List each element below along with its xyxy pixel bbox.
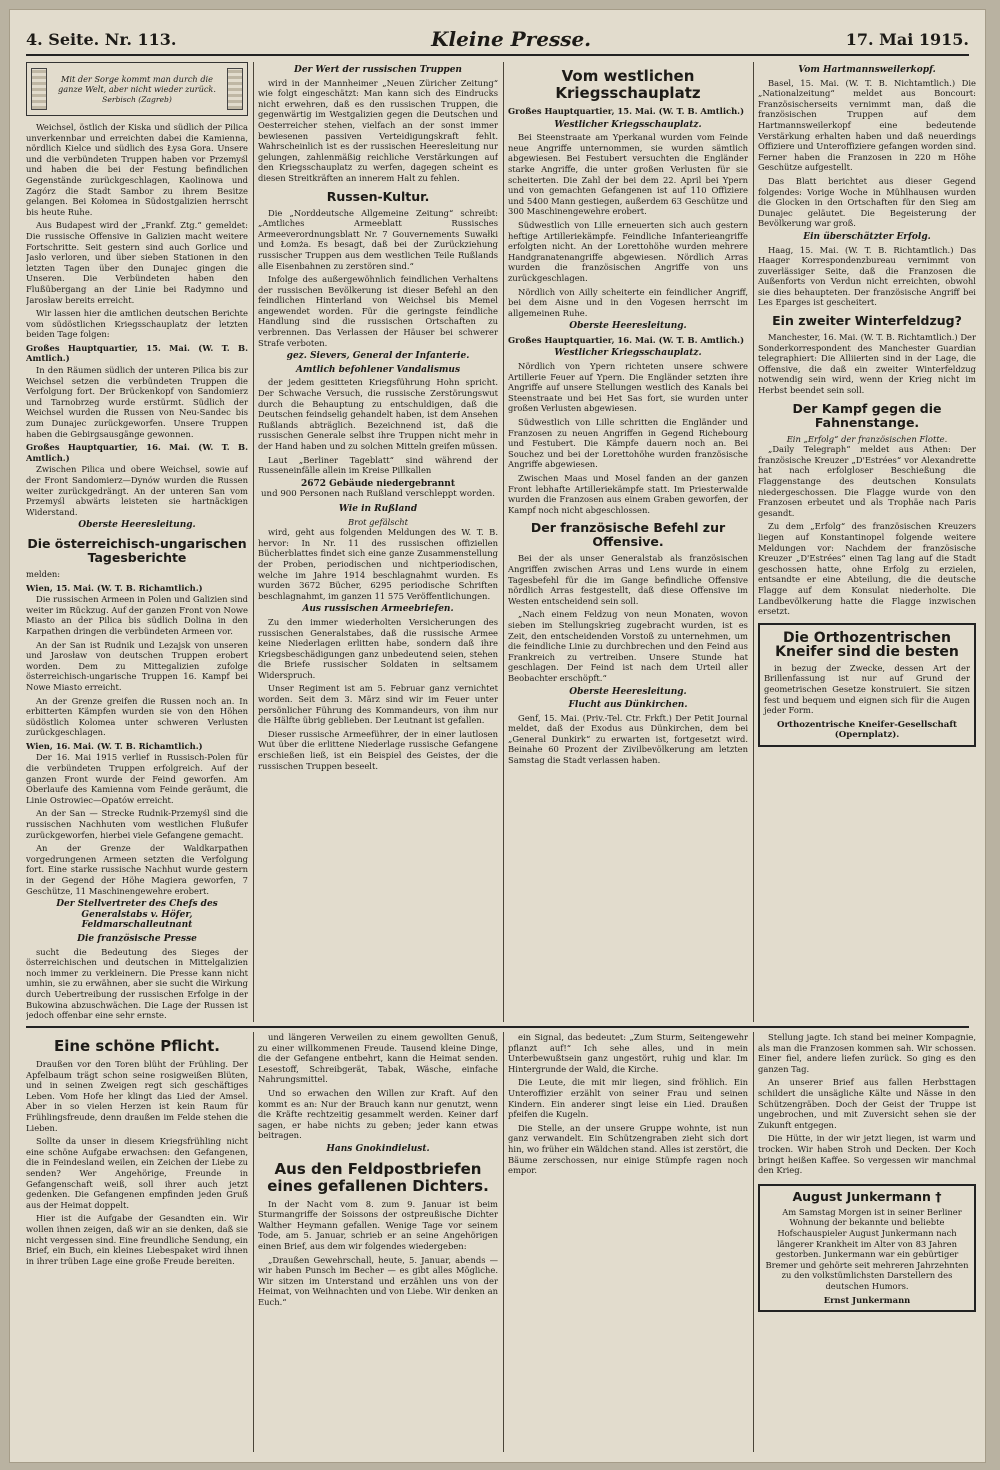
article-paragraph: Der 16. Mai 1915 verlief in Russisch-Polen für die verbündeten Truppen erfolgreich. Auf der ganzen Front wurde der Feind geworfen. Am Oberlaufe des Kamienna vom Feinde geräumt, die Linie Ostrowiec—Opatów erreicht. bbox=[26, 752, 248, 805]
article-paragraph: Unser Regiment ist am 5. Februar ganz vernichtet worden. Seit dem 3. März sind wir im Feuer unter persönlicher Führung des Kommandeurs, von ihm nur die Hälfte übrig geblieben. Der Leutnant ist gefallen. bbox=[258, 683, 498, 726]
article-paragraph: Nördlich von Ailly scheiterte ein feindlicher Angriff, bei dem Aisne und in den Vogesen herrscht im allgemeinen Ruhe. bbox=[508, 286, 748, 318]
newspaper-title: Kleine Presse. bbox=[431, 27, 592, 51]
section-divider bbox=[26, 1026, 969, 1028]
article-headline: Der Kampf gegen die Fahnenstange. bbox=[792, 400, 942, 430]
article-paragraph: Zwischen Pilica und obere Weichsel, sowie auf der Front Sandomierz—Dynów wurden die Russen weiter zurückgedrängt. An der unteren San vom Przemyśl abwärts leisteten sie hartnäckigen Widerstand. bbox=[26, 464, 248, 517]
signature: Oberste Heeresleitung. bbox=[569, 321, 687, 332]
section-subheading: Amtlich befohlener Vandalismus bbox=[295, 364, 461, 375]
column-2 bbox=[258, 62, 498, 1022]
article-paragraph: An der San — Strecke Rudnik-Przemyśl sind die russischen Nachhuten vom westlichen Flußufer zurückgeworfen, hierbei viele Gefangene gemacht. bbox=[26, 808, 248, 840]
obituary-title: August Junkermann † bbox=[792, 1188, 942, 1204]
article-paragraph: „Daily Telegraph“ meldet aus Athen: Der französische Kreuzer „D'Estrées“ vor Alexandrette hat nach erfolgloser Beschießung die Flaggenstange des deutschen Konsulats niedergeschossen. Die Flagge wurde von den Franzosen erbeutet und als Trophäe nach Paris gesandt. bbox=[758, 444, 976, 518]
dateline: Wien, 16. Mai. (W. T. B. Richamtlich.) bbox=[26, 740, 203, 751]
article-paragraph: Die Leute, die mit mir liegen, sind fröhlich. Ein Unteroffizier erzählt von seiner Frau und seinen Kindern. Ein anderer singt leise ein Lied. Draußen pfeifen die Kugeln. bbox=[508, 1077, 748, 1120]
article-paragraph: Infolge des außergewöhnlich feindlichen Verhaltens der russischen Bevölkerung ist dieser Befehl an den feindlichen Hinterland von Weichsel bis Memel angewendet worden. Für die geringste feindliche Handlung sind die russischen Ortschaften zu verbrennen. Das Verlassen der Häuser bei schwerer Strafe verboten. bbox=[258, 274, 498, 348]
article-paragraph: Die „Norddeutsche Allgemeine Zeitung“ schreibt: „Amtliches Armeeblatt Russisches Armeeverordnungsblatt Nr. 7 Gouvernements Suwałki und Łomża. Es besagt, daß bei der Zurückziehung russischer Truppen aus dem westlichen Teile Rußlands alle Eisenbahnen zu zerstören sind.“ bbox=[258, 207, 498, 271]
article-paragraph: ein Signal, das bedeutet: „Zum Sturm, Seitengewehr pflanzt auf!“ Ich sehe alles, und in mein Unterbewußtsein ganz ungestört, ruhig und klar. Im Hintergrunde der Wald, die Kirche. bbox=[508, 1032, 748, 1074]
section-subheading: Ein überschätzter Erfolg. bbox=[803, 231, 931, 242]
section-subheading: Vom Hartmannsweilerkopf. bbox=[798, 65, 936, 75]
article-paragraph: Manchester, 16. Mai. (W. T. B. Richtamtlich.) Der Sonderkorrespondent des Manchester Guardian telegraphiert: Die Alliierten sind in der Lage, die Offensive, die daß ein zweiter Winterfeldzug notwendig sein wird, wenn der Krieg nicht im Herbst beendet sein soll. bbox=[758, 332, 976, 396]
article-headline: Die österreichisch-ungarischen Tagesberichte bbox=[27, 535, 247, 565]
column-3 bbox=[508, 62, 748, 1022]
article-headline: Ein zweiter Winterfeldzug? bbox=[772, 313, 962, 329]
advertisement bbox=[758, 623, 976, 747]
article-paragraph: Genf, 15. Mai. (Priv.-Tel. Ctr. Frkft.) Der Petit Journal meldet, daß der Exodus aus Dünkirchen, dem bei „General Dunkirk“ zu erwarten ist, fortgesetzt wird. Beinahe 60 Prozent der Zivilbevölkerung am letzten Samstag die Stadt verlassen haben. bbox=[508, 712, 748, 766]
article-paragraph: Basel, 15. Mai. (W. T. B. Nichtamtlich.) Die „Nationalzeitung“ meldet aus Boncourt: Französischerseits vernimmt man, daß die französischen Truppen auf dem Hartmannsweilerkopf eine bedeutende Verstärkung erhalten haben und daß neuerdings Offiziere und Unteroffiziere gefangen worden sind. Ferner haben die Franzosen in 220 m Höhe Geschütze aufgestellt. bbox=[758, 77, 976, 173]
section-subheading: Aus russischen Armeebriefen. bbox=[302, 604, 454, 615]
section-subheading: Flucht aus Dünkirchen. bbox=[568, 700, 688, 711]
signature: Oberste Heeresleitung. bbox=[569, 686, 687, 697]
statistic: und 900 Personen nach Rußland verschleppt worden. bbox=[261, 489, 495, 500]
article-paragraph: Zwischen Maas und Mosel fanden an der ganzen Front lebhafte Artilleriekämpfe statt. Im Priesterwalde wurden die Franzosen aus einem Graben geworfen, der Kampf noch nicht abgeschlossen. bbox=[508, 473, 748, 515]
section-subtitle: Brot gefälscht bbox=[347, 516, 409, 527]
dateline: Großes Hauptquartier, 16. Mai. (W. T. B. Amtlich.) bbox=[508, 334, 745, 345]
column-1 bbox=[26, 62, 248, 1022]
article-paragraph: Hier ist die Aufgabe der Gesandten ein. Wir wollen ihnen zeigen, daß wir an sie denken, daß sie nicht vergessen sind. Eine freundliche Sendung, ein Brief, ein Buch, ein kleines Liebespaket wird ihnen in ihrer trüben Lage eine große Freude bereiten. bbox=[26, 1213, 248, 1266]
article-paragraph: Bei der als unser Generalstab als französischen Angriffen zwischen Arras und Lens wurde in einem Tagesbefehl für die im Gange befindliche Offensive nördlich Arras festgestellt, daß diese Offensive im Westen entscheidend sein soll. bbox=[508, 553, 748, 606]
obituary-text: Am Samstag Morgen ist in seiner Berliner Wohnung der bekannte und beliebte Hofschauspieler August Junkermann nach längerer Krankheit im Alter von 83 Jahren gestorben. Junkermann war ein gebürtiger Bremer und gehörte seit mehreren Jahrzehnten zu den volkstümlichsten Darstellern des deutschen Humors. bbox=[765, 1206, 969, 1291]
author-signature: Hans Gnokindielust. bbox=[326, 1143, 430, 1154]
article-paragraph: „Draußen Gewehrschall, heute, 5. Januar, abends — wir haben Punsch im Becher — es gibt alles Mögliche. Wir sitzen im Unterstand und erzählen uns von der Heimat, von Weihnachten und von Liebe. Wir denken an Euch.“ bbox=[258, 1254, 498, 1307]
article-paragraph: Sollte da unser in diesem Kriegsfrühling nicht eine schöne Aufgabe erwachsen: den Gefangenen, die in Feindesland weilen, ein Zeichen der Liebe zu senden? Wer Angehörige, Freunde in Gefangenschaft weiß, soll ihrer auch jetzt gedenken. Die Gefangenen empfinden jeden Gruß aus der Heimat doppelt. bbox=[26, 1136, 248, 1210]
column-divider bbox=[503, 1032, 504, 1452]
section-subheading: Die französische Presse bbox=[77, 933, 197, 944]
article-intro: melden: bbox=[26, 568, 61, 579]
column-divider bbox=[753, 62, 754, 1022]
column-divider bbox=[753, 1032, 754, 1452]
column-divider bbox=[253, 1032, 254, 1452]
obituary-notice bbox=[758, 1184, 976, 1312]
issue-date: 17. Mai 1915. bbox=[845, 29, 969, 49]
article-paragraph: An der Grenze der Waldkarpathen vorgedrungenen Armeen setzten die Verfolgung fort. Eine starke russische Nachhut wurde gestern in der Gegend der Höhe Magiera geworfen, 7 Geschütze, 11 Maschinengewehre erobert. bbox=[26, 843, 248, 896]
article-paragraph: Bei Steenstraate am Yperkanal wurden vom Feinde neue Angriffe unternommen, sie wurden sämtlich abgewiesen. Bei Festubert versuchten die Engländer starke Angriffe, die unter großen Verlusten für sie scheiterten. Die Zahl der bei dem 22. April bei Ypern und von gemachten Gefangenen ist auf 110 Offiziere und 5400 Mann gestiegen, außerdem 63 Geschütze und 300 Maschinengewehre erobert. bbox=[508, 132, 748, 217]
article-headline: Der französische Befehl zur Offensive. bbox=[530, 520, 726, 550]
column-divider bbox=[253, 62, 254, 1022]
article-paragraph: In den Räumen südlich der unteren Pilica bis zur Weichsel setzen die verbündeten Truppen die Verfolgung fort. Der Brückenkopf von Sandomierz und Tarnobrzeg wurde erstürmt. Südlich der Weichsel wurden die Russen von Neu-Sandec bis zum Dunajec zurückgeworfen. Unsere Truppen haben die Gebirgsausgänge gewonnen. bbox=[26, 365, 248, 439]
article-paragraph: Südwestlich von Lille schritten die Engländer und Franzosen zu neuen Angriffen in Gegend Richebourg und Festubert. Die Kämpfe dauern noch an. Bei Souchez und bei der Lorettohöhe wurden französische Angriffe abgewiesen. bbox=[508, 417, 748, 470]
article-headline: Russen-Kultur. bbox=[326, 188, 430, 204]
article-paragraph: An der Grenze greifen die Russen noch an. In erbitterten Kämpfen wurden sie von den Höhen südöstlich Kolomea unter schweren Verlusten zurückgeschlagen. bbox=[26, 695, 248, 738]
article-paragraph: Und so erwachen den Willen zur Kraft. Auf den kommt es an: Nur der Brauch kann nur genutzt, wenn die Kräfte rechtzeitig gesammelt werden. Keiner darf sagen, er habe nichts zu geben; jeder kann etwas beitragen. bbox=[258, 1087, 498, 1141]
feuilleton-column-2 bbox=[258, 1032, 498, 1452]
dateline: Großes Hauptquartier, 15. Mai. (W. T. B. Amtlich.) bbox=[26, 342, 248, 364]
article-paragraph: Die russischen Armeen in Polen und Galizien sind weiter im Rückzug. Auf der ganzen Front von Nowe Miasto an der Pilica bis südlich Dolina in den Karpathen dringen die verbündeten Armeen vor. bbox=[26, 594, 248, 636]
dateline: Großes Hauptquartier, 15. Mai. (W. T. B. Amtlich.) bbox=[508, 106, 745, 116]
article-paragraph: Weichsel, östlich der Kiska und südlich der Pilica unverkennbar und erreichten dabei die Kamienna, nördlich Kielce und südlich des Łysa Gora. Unsere und die verbündeten Truppen haben vor Przemyśl und haben die bei der Festung befindlichen Gegenstände zurückgeschlagen, Kaolinowa und Zagórz die Stadt Sambor zu ihrem Besitze gelangen. Bei Kołomea in Südostgalizien herrscht bis heute Ruhe. bbox=[26, 122, 248, 217]
obituary-signature: Ernst Junkermann bbox=[823, 1295, 911, 1306]
column-4 bbox=[758, 62, 976, 1022]
ad-text: in bezug der Zwecke, dessen Art der Brillenfassung ist nur auf Grund der geometrischen Gesetze konstruiert. Sie sitzen fest und bequem und eignen sich für die Augen jeder Form. bbox=[764, 662, 970, 716]
quote-box bbox=[26, 62, 248, 116]
article-paragraph: Zu den immer wiederholten Versicherungen des russischen Generalstabes, daß die russische Armee keine Niederlagen erlitten habe, sondern daß ihre Kriegsbeschädigungen ganz unbedeutend seien, stehen die Briefe russischer Soldaten in seltsamem Widerspruch. bbox=[258, 616, 498, 680]
article-paragraph: Aus Budapest wird der „Frankf. Ztg.“ gemeldet: Die russische Offensive in Galizien macht weitere Fortschritte. Seit gestern sind auch Gorlice und Jasło verloren, und über sieben Stationen in den letzten Tagen über den Dunajec gingen die Unseren. Die Verbündeten haben den Flußübergang an der Linie bei Radymno und Jarosław bereits erreicht. bbox=[26, 220, 248, 305]
article-paragraph: der jedem gesitteten Kriegsführung Hohn spricht. Der Schwache Versuch, die russische Zerstörungswut durch die Behauptung zu entschuldigen, daß die Deutschen feindselig gehandelt haben, ist dem Ansehen Rußlands abträglich. Bezeichnend ist, daß die russischen Generale selbst ihre Truppen nicht mehr in der Hand haben und zu solchen Mitteln greifen müssen. bbox=[258, 377, 498, 451]
article-paragraph: Draußen vor den Toren blüht der Frühling. Der Apfelbaum trägt schon seine rosigweißen Blüten, und in seinen Zweigen regt sich geschäftiges Leben. Vom Hofe her klingt das Lied der Amsel. Aber in so vielen Herzen ist kein Raum für Frühlingsfreude, denn draußen im Felde stehen die Lieben. bbox=[26, 1059, 248, 1133]
article-paragraph: An der San ist Rudnik und Lezajsk von unseren und Jarosław von deutschen Truppen erobert worden. Dem zu Mittegalizien zufolge österreichisch-ungarische Truppen 16. Kampf bei Nowe Miasto erreicht. bbox=[26, 639, 248, 692]
article-paragraph: Dieser russische Armeeführer, der in einer lautlosen Wut über die erlittene Niederlage russische Gefangene erschießen ließ, ist ein Beispiel des Geistes, der die russischen Truppen beseelt. bbox=[258, 728, 498, 771]
ornament-icon bbox=[227, 68, 243, 110]
ad-company: Orthozentrische Kneifer-Gesellschaft (Opernplatz). bbox=[776, 719, 957, 741]
section-subheading: Westlicher Kriegsschauplatz. bbox=[554, 119, 702, 130]
signature: gez. Sievers, General der Infanterie. bbox=[286, 351, 470, 362]
article-paragraph: Stellung jagte. Ich stand bei meiner Kompagnie, als man die Franzosen kommen sah. Wir schossen. Einer fiel, andere liefen zurück. So ging es den ganzen Tag. bbox=[758, 1032, 976, 1074]
article-paragraph: In der Nacht vom 8. zum 9. Januar ist beim Sturmangriffe der Soissons der ostpreußische Dichter Walther Heymann gefallen. Wenige Tage vor seinem Tode, am 5. Januar, schrieb er an seine Angehörigen einen Brief, aus dem wir folgendes wiedergeben: bbox=[258, 1198, 498, 1251]
article-paragraph: Die Hütte, in der wir jetzt liegen, ist warm und trocken. Wir haben Stroh und Decken. Der Koch bringt heißen Kaffee. So vergessen wir manchmal den Krieg. bbox=[758, 1133, 976, 1176]
article-paragraph: sucht die Bedeutung des Sieges der österreichischen und deutschen in Mittelgalizien noch immer zu verkleinern. Die Presse kann nicht umhin, sie zu erwähnen, aber sie sucht die Wirkung durch Uebertreibung der russischen Erfolge in der Bukowina abzuschwächen. Die Lage der Russen ist jedoch offenbar eine sehr ernste. bbox=[26, 946, 248, 1021]
dateline: Großes Hauptquartier, 16. Mai. (W. T. B. Amtlich.) bbox=[26, 442, 248, 463]
article-paragraph: Das Blatt berichtet aus dieser Gegend folgendes: Vorige Woche in Mühlhausen wurden die Glocken in den Ortschaften für den Sieg am Dunajec geläutet. Die Begeisterung der Bevölkerung war groß. bbox=[758, 175, 976, 229]
article-paragraph: Die Stelle, an der unsere Gruppe wohnte, ist nun ganz verwandelt. Ein Schützengraben zieht sich dort hin, wo früher ein Wäldchen stand. Alles ist zerstört, die Bäume zerschossen, nur einige Stümpfe ragen noch empor. bbox=[508, 1122, 748, 1176]
dateline: Wien, 15. Mai. (W. T. B. Richamtlich.) bbox=[26, 582, 203, 593]
quote-source: Serbisch (Zagreb) bbox=[102, 94, 172, 104]
feuilleton-column-4 bbox=[758, 1032, 976, 1452]
article-paragraph: „Nach einem Feldzug von neun Monaten, wovon sieben im Stellungskrieg zugebracht wurden, ist es Zeit, den entscheidenden Vorstoß zu unternehmen, um die feindliche Linie zu durchbrechen und den Feind aus Frankreich zu vertreiben. Unsere Stunde hat geschlagen. Der Feind ist nach dem Urteil aller Beobachter erschöpft.“ bbox=[508, 609, 748, 683]
article-paragraph: An unserer Brief aus fallen Herbsttagen schildert die unsägliche Kälte und Nässe in den Schützengräben. Doch der Geist der Truppe ist ungebrochen, und mit Zuversicht sehen sie der Zukunft entgegen. bbox=[758, 1077, 976, 1130]
feuilleton-column-3 bbox=[508, 1032, 748, 1452]
article-paragraph: und längeren Verweilen zu einem gewollten Genuß, zu einer willkommenen Freude. Tausend kleine Dinge, die der Gefangene entbehrt, kann die Heimat senden. Lesestoff, Schreibgerät, Tabak, Wäsche, einfache Nahrungsmittel. bbox=[258, 1032, 498, 1085]
signature: Der Stellvertreter des Chefs des Generalstabs v. Höfer, Feldmarschalleutnant bbox=[56, 899, 218, 931]
article-paragraph: Laut „Berliner Tageblatt“ sind während der Russeneinfälle allein im Kreise Pillkallen bbox=[258, 454, 498, 476]
article-paragraph: wird, geht aus folgenden Meldungen des W. T. B. hervor: In Nr. 11 des russischen offiziellen Bücherblattes findet sich eine ganze Zusammenstellung der Proben, periodischen und nichtperiodischen, welche im Jahre 1914 beschlagnahmt wurden. Es wurden 3672 Bücher, 6295 periodische Schriften beschlagnahmt, im ganzen 11 575 Veröffentlichungen. bbox=[258, 527, 498, 601]
article-paragraph: Haag, 15. Mai. (W. T. B. Richtamtlich.) Das Haager Korrespondenzbureau vernimmt von zuverlässiger Seite, daß die Franzosen die Außenforts von Verdun nicht erreichten, obwohl sie dies behaupteten. Der französische Angriff bei Les Eparges ist gescheitert. bbox=[758, 244, 976, 308]
quote-text: Mit der Sorge kommt man durch die ganze Welt, aber nicht wieder zurück. Serbisch (Zagreb) bbox=[58, 73, 216, 104]
ornament-icon bbox=[31, 68, 47, 110]
article-paragraph: Nördlich von Ypern richteten unsere schwere Artillerie Feuer auf Ypern. Die Engländer setzten ihre Angriffe auf unsere Stellungen westlich des Kanals bei Steenstraate und bei Het Sas fort, sie wurden unter großen Verlusten abgewiesen. bbox=[508, 361, 748, 414]
ad-headline: Die Orthozentrischen Kneifer sind die besten bbox=[775, 629, 959, 660]
article-paragraph: Wir lassen hier die amtlichen deutschen Berichte vom südöstlichen Kriegsschauplatz der letzten beiden Tage folgen: bbox=[26, 308, 248, 340]
article-paragraph: wird in der Mannheimer „Neuen Züricher Zeitung“ wie folgt eingeschätzt: Man kann sich des Eindrucks nicht erwehren, daß es den russischen Truppen, die gegenwärtig im Westgalizien gegen die Deutschen und Oesterreicher stehen, vielfach an der sonst immer bewiesenen passiven Verteidigungskraft fehlt. Wahrscheinlich ist es der russischen Heeresleitung nur gelungen, zahlenmäßig reichliche Verstärkungen auf den Kriegsschauplatz zu werfen, dagegen scheint es diesen Streitkräften an innerem Halt zu fehlen. bbox=[258, 77, 498, 183]
article-headline: Aus den Feldpostbriefen eines gefallenen Dichters. bbox=[267, 1159, 489, 1195]
section-subtitle: Ein „Erfolg“ der französischen Flotte. bbox=[786, 433, 948, 444]
feuilleton-column-1 bbox=[26, 1032, 248, 1452]
statistic: 2672 Gebäude niedergebrannt bbox=[301, 478, 455, 489]
section-subheading: Wie in Rußland bbox=[338, 503, 418, 514]
article-headline: Vom westlichen Kriegsschauplatz bbox=[555, 67, 701, 102]
section-subheading: Westlicher Kriegsschauplatz. bbox=[554, 348, 702, 359]
newspaper-page bbox=[10, 10, 985, 1462]
article-paragraph: Zu dem „Erfolg“ des französischen Kreuzers liegen auf Konstantinopel folgende weitere Meldungen vor: Nachdem der französische Kreuzer „D'Estrées“ einen Tag lang auf die Stadt geschossen hatte, ohne Erfolg zu erzielen, entsandte er eine Abteilung, die die deutsche Flagge auf dem Konsulat niederholte. Die Landbevölkerung hatte die Flagge inzwischen ersetzt. bbox=[758, 521, 976, 617]
masthead bbox=[26, 24, 969, 56]
signature: Oberste Heeresleitung. bbox=[78, 520, 196, 531]
section-subheading: Der Wert der russischen Truppen bbox=[294, 65, 462, 75]
article-paragraph: Südwestlich von Lille erneuerten sich auch gestern heftige Artilleriekämpfe. Feindliche Infanterieangriffe erfolgten nicht. An der Lorettohöhe wurden mehrere Handgranatenangriffe abgewiesen. Nördlich Arras wurden die französischen Angriffe von uns zurückgeschlagen. bbox=[508, 219, 748, 283]
article-headline: Eine schöne Pflicht. bbox=[53, 1037, 221, 1055]
column-divider bbox=[503, 62, 504, 1022]
page-number: 4. Seite. Nr. 113. bbox=[26, 29, 177, 49]
